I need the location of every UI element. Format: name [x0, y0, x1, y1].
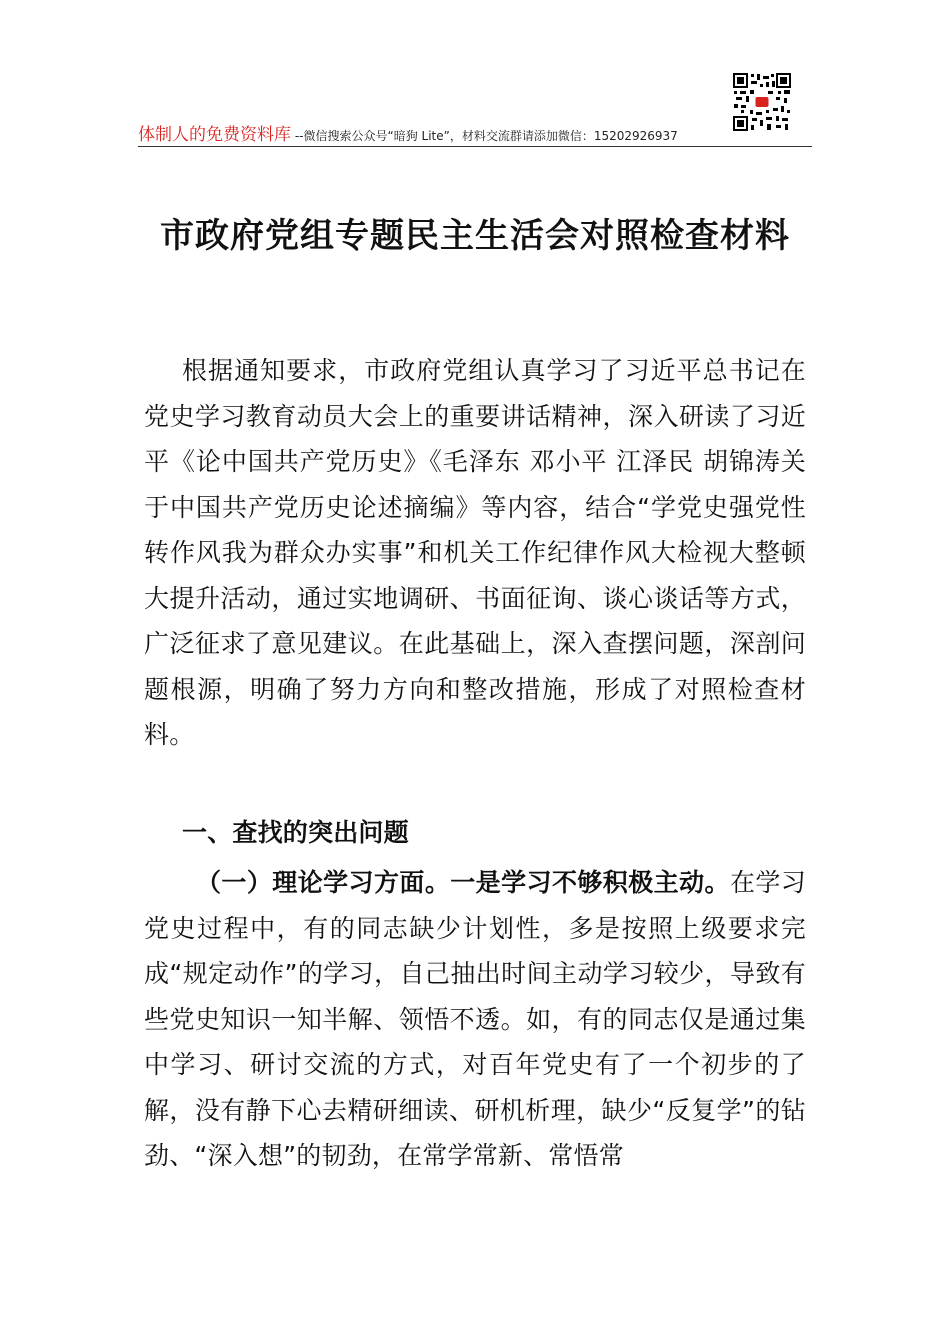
point-heading: 一是学习不够积极主动。 — [450, 868, 730, 897]
header-brand: 体制人的免费资料库 — [138, 125, 291, 145]
header-divider — [138, 146, 812, 147]
point-text: 在学习党史过程中，有的同志缺少计划性，多是按照上级要求完成“规定动作”的学习，自己抽出时间主动学习较少，导致有些党史知识一知半解、领悟不透。如，有的同志仅是通过集中学习、研讨交流的方式，对百年党史有了一个初步的了解，没有静下心去精研细读、研机析理，缺少“反复学”的钻劲、“深入想”的韧劲，在常学常新、常悟常 — [144, 868, 806, 1170]
subsection-heading: （一）理论学习方面。 — [196, 868, 451, 897]
intro-paragraph: 根据通知要求，市政府党组认真学习了习近平总书记在党史学习教育动员大会上的重要讲话精神，深入研读了习近平《论中国共产党历史》《毛泽东 邓小平 江泽民 胡锦涛关于中国共产党历史论述摘编》等内容，结合“学党史强党性转作风我为群众办实事”和机关工作纪律作风大检视大整顿大提升活动，通过实地调研、书面征询、谈心谈话等方式，广泛征求了意见建议。在此基础上，深入查摆问题，深剖问题根源，明确了努力方向和整改措施，形成了对照检查材料。 — [144, 356, 806, 749]
page-title: 市政府党组专题民主生活会对照检查材料 — [160, 216, 790, 256]
header-note: --微信搜索公众号“暗狗 Lite”，材料交流群请添加微信：15202926937 — [291, 129, 678, 143]
header — [138, 120, 812, 146]
qr-code-icon — [732, 72, 792, 132]
section-heading: 一、查找的突出问题 — [182, 818, 409, 847]
section-paragraph — [144, 860, 806, 1179]
